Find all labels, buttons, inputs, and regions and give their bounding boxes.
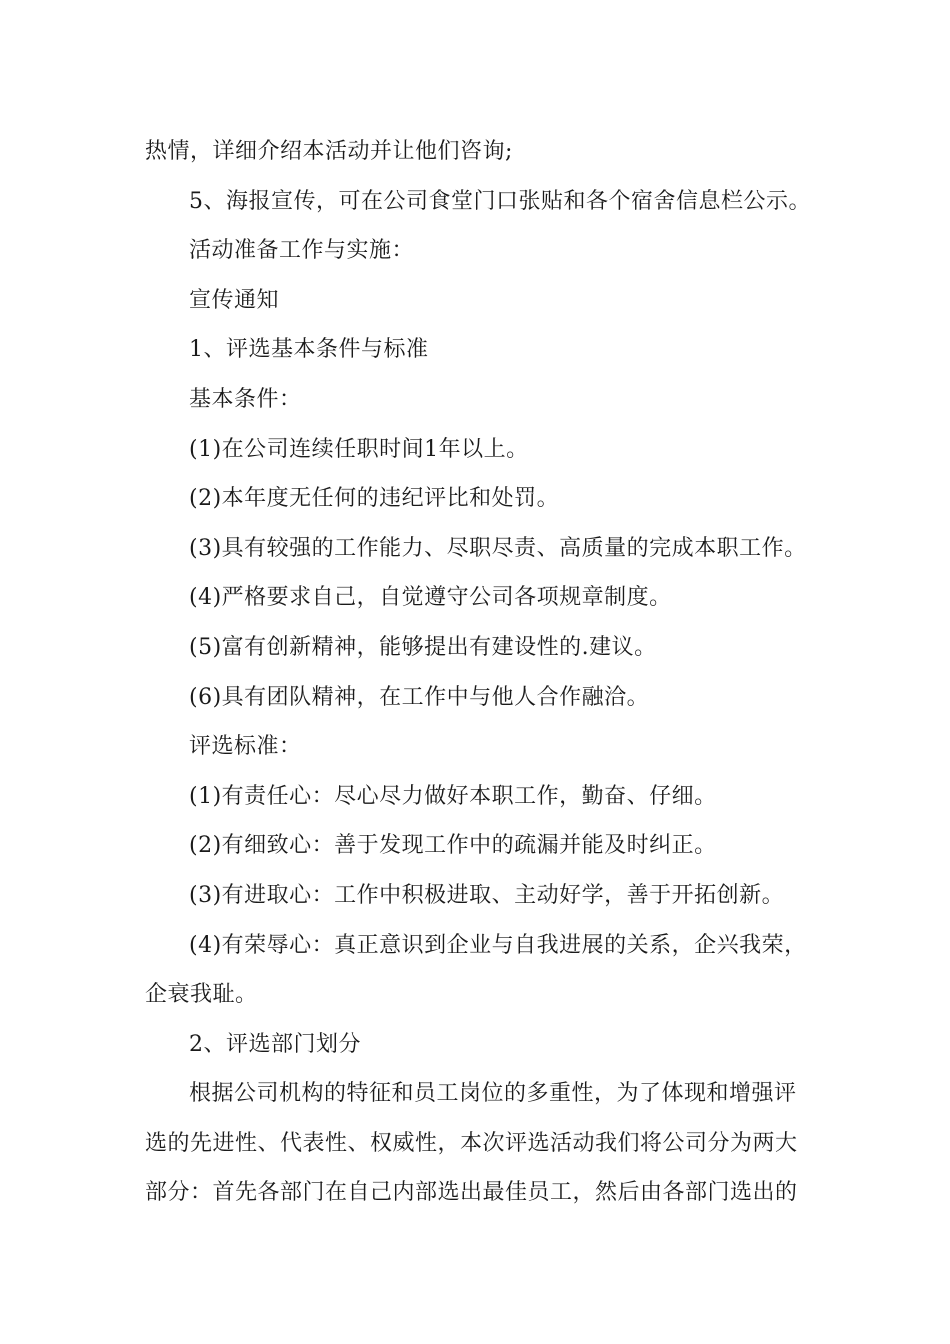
list-item-standard-4-line-1: (4)有荣辱心：真正意识到企业与自我进展的关系，企兴我荣， (189, 932, 807, 958)
paragraph-departments-line-3: 部分：首先各部门在自己内部选出最佳员工，然后由各部门选出的 (145, 1180, 798, 1206)
list-item-condition-1: (1)在公司连续任职时间1年以上。 (189, 436, 529, 462)
section-heading-departments: 2、评选部门划分 (189, 1031, 361, 1057)
list-item-condition-5: (5)富有创新精神，能够提出有建设性的.建议。 (189, 634, 657, 660)
list-item-condition-2: (2)本年度无任何的违纪评比和处罚。 (189, 486, 560, 512)
paragraph-departments-line-1: 根据公司机构的特征和员工岗位的多重性，为了体现和增强评 (189, 1081, 797, 1107)
paragraph-continuation: 热情，详细介绍本活动并让他们咨询; (145, 139, 513, 164)
section-heading-notice: 宣传通知 (189, 287, 280, 313)
list-item-standard-2: (2)有细致心：善于发现工作中的疏漏并能及时纠正。 (189, 833, 717, 859)
section-heading-preparation: 活动准备工作与实施： (189, 238, 415, 264)
paragraph-poster-promotion: 5、海报宣传，可在公司食堂门口张贴和各个宿舍信息栏公示。 (189, 188, 811, 214)
section-heading-criteria: 1、评选基本条件与标准 (189, 337, 429, 363)
list-item-standard-4-line-2: 企衰我耻。 (145, 982, 258, 1008)
list-item-condition-4: (4)严格要求自己，自觉遵守公司各项规章制度。 (189, 585, 672, 611)
subheading-basic-conditions: 基本条件： (189, 386, 302, 412)
list-item-standard-1: (1)有责任心：尽心尽力做好本职工作，勤奋、仔细。 (189, 783, 717, 809)
list-item-standard-3: (3)有进取心：工作中积极进取、主动好学，善于开拓创新。 (189, 882, 785, 908)
list-item-condition-3: (3)具有较强的工作能力、尽职尽责、高质量的完成本职工作。 (189, 535, 807, 561)
subheading-standards: 评选标准： (189, 734, 302, 760)
document-body (145, 127, 810, 1218)
paragraph-departments-line-2: 选的先进性、代表性、权威性，本次评选活动我们将公司分为两大 (145, 1130, 798, 1156)
list-item-condition-6: (6)具有团队精神，在工作中与他人合作融洽。 (189, 684, 650, 710)
